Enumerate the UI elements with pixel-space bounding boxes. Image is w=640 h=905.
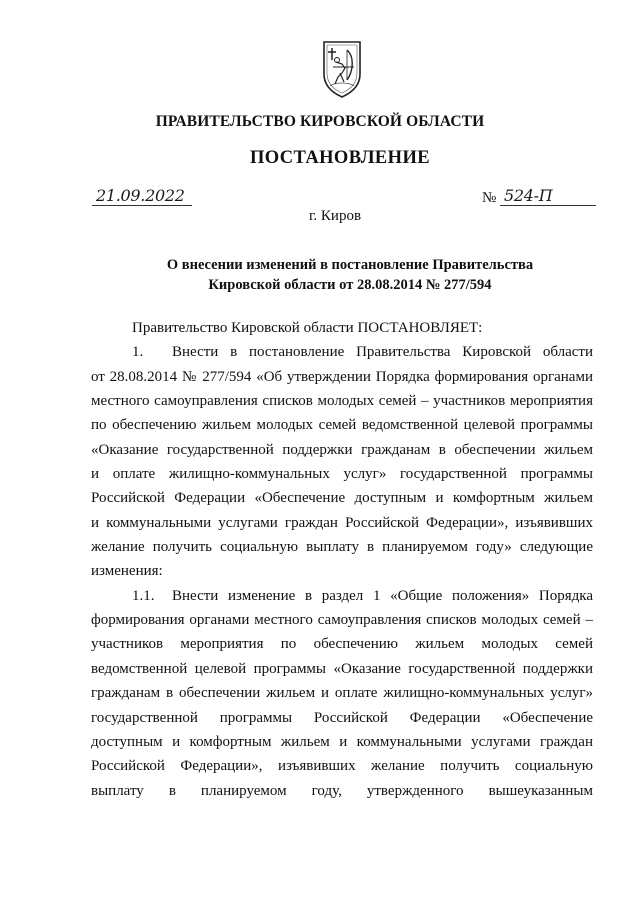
document-number: 524-П [504,186,553,205]
subject-line: О внесении изменений в постановление Правительства [166,257,534,273]
number-sign: № [482,190,497,206]
clause-line: и оплате жилищно-коммунальных услуг» государственной программы [91,466,593,483]
clause-text: Внести в постановление Правительства Кировской области [172,344,593,361]
clause-line: ведомственной целевой программы «Оказание государственной поддержки [91,660,593,677]
number-underline [500,205,596,206]
clause-line: государственной программы Российской Федерации «Обеспечение [91,709,593,726]
clause-line: «Оказание государственной поддержки гражданам в обеспечении жильем [91,441,593,458]
coat-of-arms-icon [321,40,363,98]
clause-line: местного самоуправления списков молодых семей – участников мероприятия [91,393,593,410]
clause-line: доступным и комфортным жильем и коммунальными услугами граждан [91,733,593,750]
clause-line: желание получить социальную выплату в планируемом году» следующие [91,539,593,556]
document-date: 21.09.2022 [96,186,185,205]
document-body [91,316,593,803]
clause-number: 1. [132,344,144,361]
document-subject [90,255,610,295]
clause-line: от 28.08.2014 № 277/594 «Об утверждении Порядка формирования органами [91,368,593,385]
clause-line: и коммунальными услугами граждан Российской Федерации», изъявивших [91,514,593,531]
clause-line: участников мероприятия по обеспечению жильем молодых семей [91,636,593,653]
city-label: г. Киров [308,208,362,224]
clause-line: изменения: [91,563,163,580]
organization-title: ПРАВИТЕЛЬСТВО КИРОВСКОЙ ОБЛАСТИ [155,113,485,130]
clause-line: по обеспечению жильем молодых семей ведомственной целевой программы [91,417,593,434]
date-underline [92,205,192,206]
clause-line: гражданам в обеспечении жильем и оплате жилищно-коммунальных услуг» [91,685,593,702]
subject-line: Кировской области от 28.08.2014 № 277/594 [208,277,492,293]
clause-number: 1.1. [132,587,155,604]
clause-line: Российской Федерации», изъявивших желание получить социальную [91,758,593,775]
document-type-heading: ПОСТАНОВЛЕНИЕ [249,148,430,168]
clause-text: Внести изменение в раздел 1 «Общие положения» Порядка [172,587,593,604]
clause-line: формирования органами местного самоуправления списков молодых семей – [91,612,593,629]
clause-line [91,340,593,364]
enacting-clause: Правительство Кировской области ПОСТАНОВЛЯЕТ: [132,320,483,336]
clause-line [91,584,593,608]
clause-line: Российской Федерации «Обеспечение доступным и комфортным жильем [91,490,593,507]
clause-line: выплату в планируемом году, утвержденного вышеуказанным [91,782,593,799]
